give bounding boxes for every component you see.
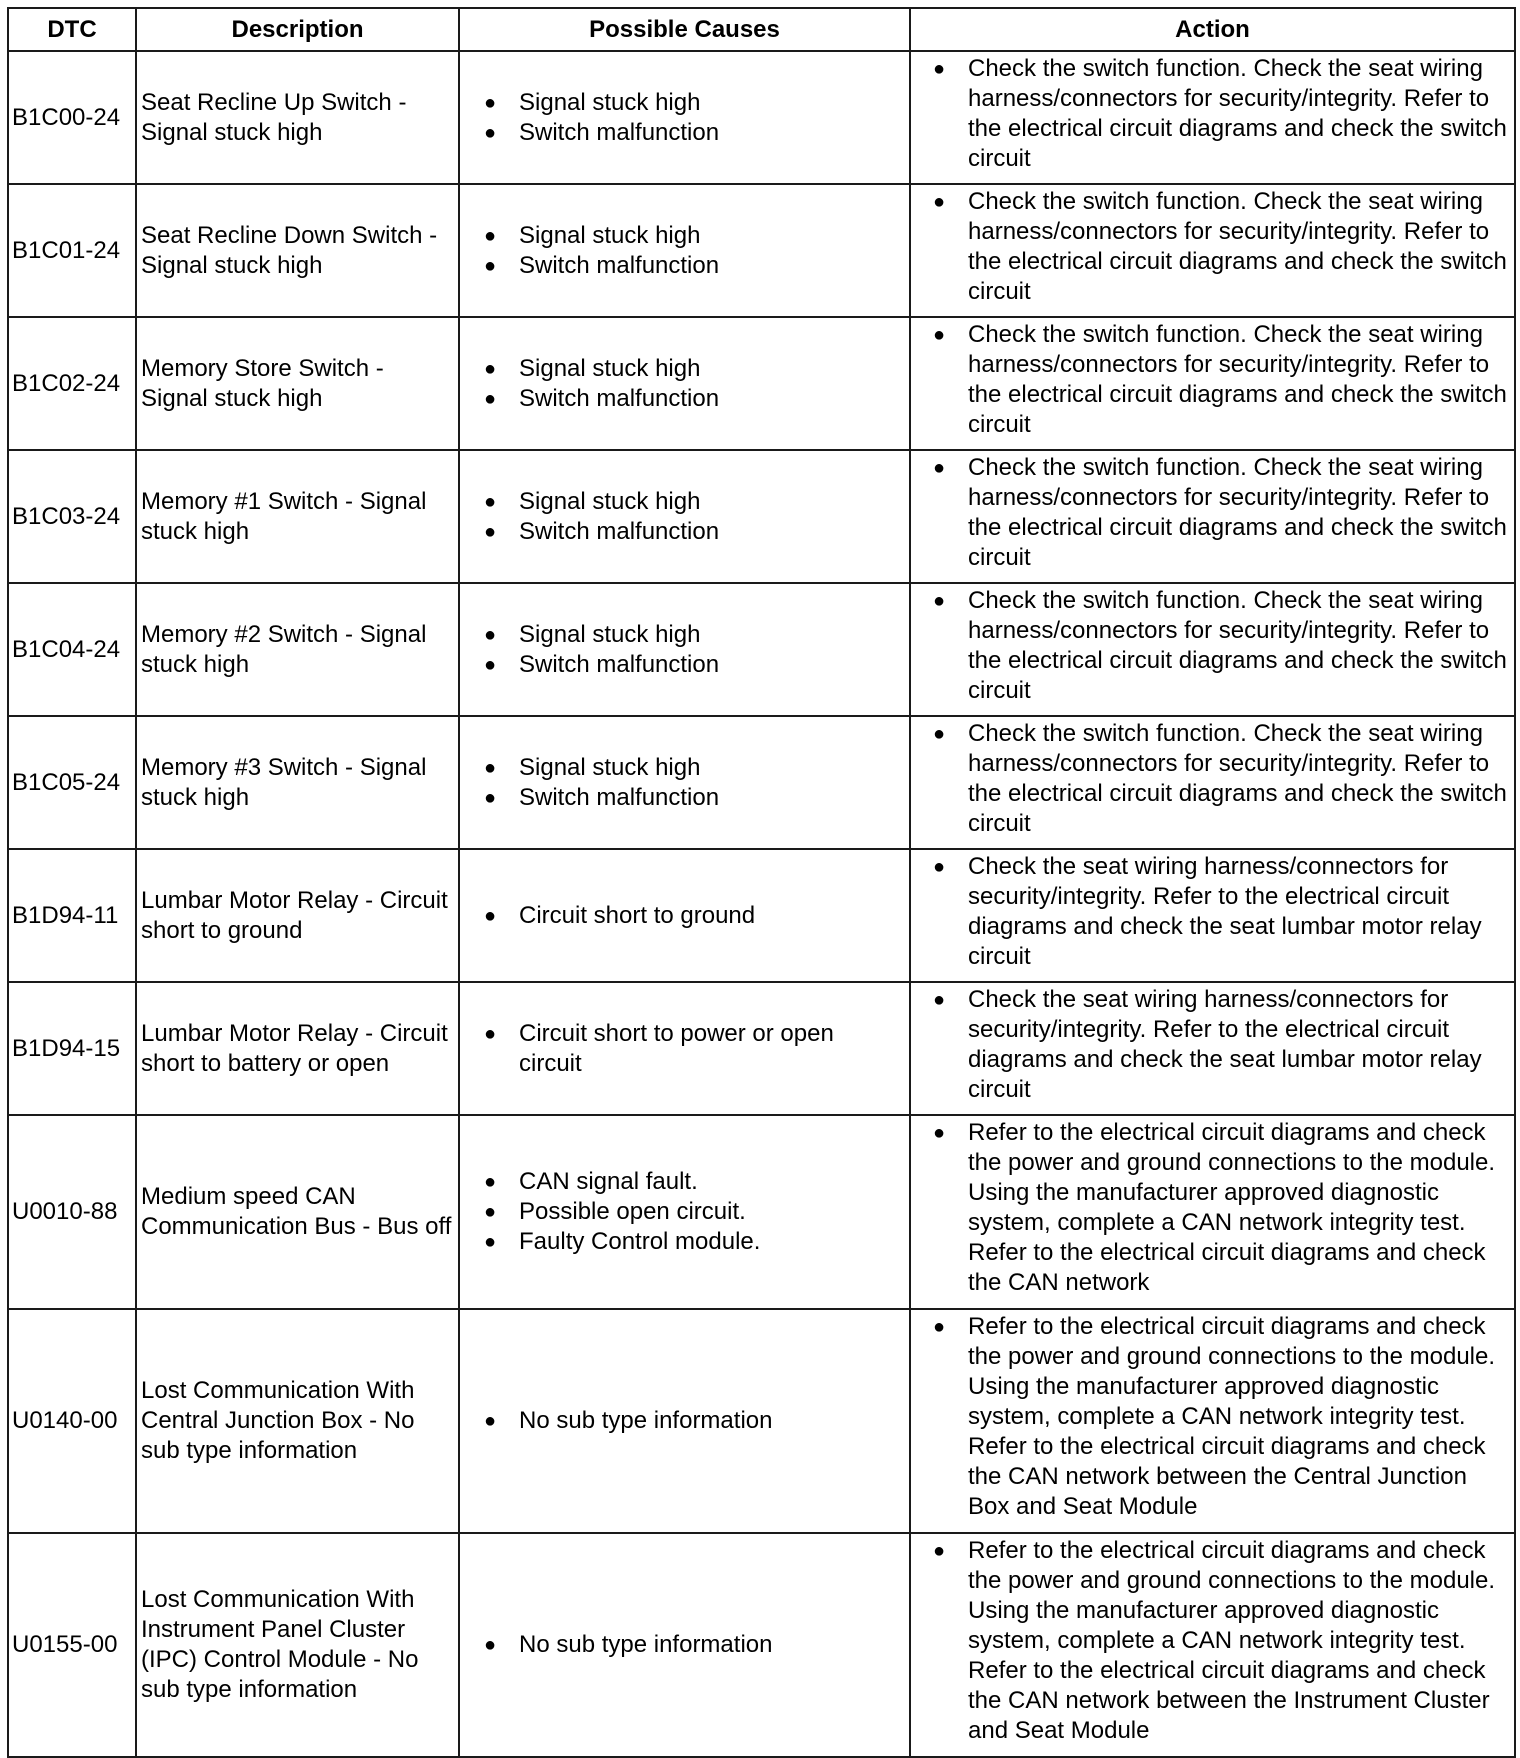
dtc-code: B1C01-24 [8, 184, 136, 317]
table-row [8, 184, 1515, 317]
dtc-description: Lumbar Motor Relay - Circuit short to battery or open [136, 982, 459, 1115]
dtc-code: B1C05-24 [8, 716, 136, 849]
dtc-code: U0155-00 [8, 1533, 136, 1757]
action-list [933, 719, 1508, 839]
header-action: Action [910, 8, 1515, 51]
table-row [8, 450, 1515, 583]
possible-causes-list [464, 620, 903, 680]
possible-cause-item: ● Signal stuck high [484, 221, 903, 251]
action-list [933, 187, 1508, 307]
table-row [8, 716, 1515, 849]
dtc-description: Memory #1 Switch - Signal stuck high [136, 450, 459, 583]
possible-causes-cell [459, 849, 910, 982]
possible-cause-item: ● CAN signal fault. [484, 1167, 903, 1197]
action-item: ● Check the switch function. Check the seat wiring harness/connectors for security/integrity. Refer to the electrical circuit diagrams and check the switch circuit [933, 187, 1508, 307]
possible-causes-list [464, 901, 903, 931]
table-row [8, 1533, 1515, 1757]
possible-cause-item: ● Signal stuck high [484, 620, 903, 650]
action-cell [910, 982, 1515, 1115]
action-item: ● Refer to the electrical circuit diagrams and check the power and ground connections to the module. Using the manufacturer approved diagnostic system, complete a CAN network integrity test. Refer to the electrical circuit diagrams and check the CAN network [933, 1118, 1508, 1298]
action-item: ● Check the seat wiring harness/connectors for security/integrity. Refer to the electrical circuit diagrams and check the seat lumbar motor relay circuit [933, 985, 1508, 1105]
action-item: ● Check the seat wiring harness/connectors for security/integrity. Refer to the electrical circuit diagrams and check the seat lumbar motor relay circuit [933, 852, 1508, 972]
possible-causes-list [464, 753, 903, 813]
dtc-description: Lumbar Motor Relay - Circuit short to ground [136, 849, 459, 982]
table-row [8, 583, 1515, 716]
possible-cause-item: ● Switch malfunction [484, 251, 903, 281]
possible-cause-item: ● Signal stuck high [484, 88, 903, 118]
header-dtc: DTC [8, 8, 136, 51]
possible-cause-item: ● Possible open circuit. [484, 1197, 903, 1227]
possible-cause-item: ● Signal stuck high [484, 487, 903, 517]
possible-cause-item: ● No sub type information [484, 1406, 903, 1436]
possible-cause-item: ● Switch malfunction [484, 517, 903, 547]
action-cell [910, 1115, 1515, 1309]
dtc-description: Seat Recline Up Switch - Signal stuck high [136, 51, 459, 184]
possible-causes-cell [459, 716, 910, 849]
dtc-code: U0010-88 [8, 1115, 136, 1309]
dtc-code: B1D94-11 [8, 849, 136, 982]
possible-causes-list [464, 1630, 903, 1660]
action-item: ● Check the switch function. Check the seat wiring harness/connectors for security/integrity. Refer to the electrical circuit diagrams and check the switch circuit [933, 586, 1508, 706]
possible-cause-item: ● Switch malfunction [484, 783, 903, 813]
possible-causes-cell [459, 583, 910, 716]
dtc-code: B1C04-24 [8, 583, 136, 716]
possible-causes-list [464, 88, 903, 148]
action-list [933, 1312, 1508, 1522]
possible-causes-cell [459, 184, 910, 317]
action-cell [910, 51, 1515, 184]
dtc-code: U0140-00 [8, 1309, 136, 1533]
dtc-table [7, 7, 1516, 1758]
dtc-code: B1C03-24 [8, 450, 136, 583]
possible-causes-cell [459, 1115, 910, 1309]
action-list [933, 985, 1508, 1105]
table-row [8, 1115, 1515, 1309]
dtc-code: B1D94-15 [8, 982, 136, 1115]
dtc-code: B1C00-24 [8, 51, 136, 184]
dtc-description: Lost Communication With Instrument Panel Cluster (IPC) Control Module - No sub type information [136, 1533, 459, 1757]
possible-cause-item: ● Signal stuck high [484, 354, 903, 384]
action-cell [910, 849, 1515, 982]
possible-causes-list [464, 354, 903, 414]
possible-causes-cell [459, 1309, 910, 1533]
action-item: ● Check the switch function. Check the seat wiring harness/connectors for security/integrity. Refer to the electrical circuit diagrams and check the switch circuit [933, 54, 1508, 174]
table-row [8, 1309, 1515, 1533]
dtc-description: Memory Store Switch - Signal stuck high [136, 317, 459, 450]
possible-causes-cell [459, 450, 910, 583]
table-body [8, 51, 1515, 1757]
header-possible-causes: Possible Causes [459, 8, 910, 51]
dtc-description: Memory #3 Switch - Signal stuck high [136, 716, 459, 849]
action-item: ● Refer to the electrical circuit diagrams and check the power and ground connections to the module. Using the manufacturer approved diagnostic system, complete a CAN network integrity test. Refer to the electrical circuit diagrams and check the CAN network between the Central Junction Box and Seat Module [933, 1312, 1508, 1522]
action-item: ● Check the switch function. Check the seat wiring harness/connectors for security/integrity. Refer to the electrical circuit diagrams and check the switch circuit [933, 320, 1508, 440]
possible-cause-item: ● Circuit short to power or open circuit [484, 1019, 903, 1079]
action-cell [910, 1533, 1515, 1757]
action-item: ● Check the switch function. Check the seat wiring harness/connectors for security/integrity. Refer to the electrical circuit diagrams and check the switch circuit [933, 453, 1508, 573]
possible-causes-list [464, 1406, 903, 1436]
action-cell [910, 583, 1515, 716]
action-cell [910, 317, 1515, 450]
dtc-code: B1C02-24 [8, 317, 136, 450]
table-row [8, 982, 1515, 1115]
dtc-description: Medium speed CAN Communication Bus - Bus off [136, 1115, 459, 1309]
action-list [933, 1536, 1508, 1746]
possible-causes-list [464, 487, 903, 547]
possible-causes-cell [459, 1533, 910, 1757]
action-list [933, 453, 1508, 573]
action-list [933, 586, 1508, 706]
possible-causes-list [464, 1167, 903, 1257]
action-item: ● Refer to the electrical circuit diagrams and check the power and ground connections to the module. Using the manufacturer approved diagnostic system, complete a CAN network integrity test. Refer to the electrical circuit diagrams and check the CAN network between the Instrument Cluster and Seat Module [933, 1536, 1508, 1746]
possible-causes-cell [459, 982, 910, 1115]
action-list [933, 852, 1508, 972]
possible-cause-item: ● Circuit short to ground [484, 901, 903, 931]
table-row [8, 317, 1515, 450]
header-row [8, 8, 1515, 51]
possible-cause-item: ● Faulty Control module. [484, 1227, 903, 1257]
possible-causes-cell [459, 317, 910, 450]
dtc-description: Lost Communication With Central Junction Box - No sub type information [136, 1309, 459, 1533]
possible-cause-item: ● Switch malfunction [484, 650, 903, 680]
possible-cause-item: ● No sub type information [484, 1630, 903, 1660]
action-cell [910, 450, 1515, 583]
action-item: ● Check the switch function. Check the seat wiring harness/connectors for security/integrity. Refer to the electrical circuit diagrams and check the switch circuit [933, 719, 1508, 839]
dtc-description: Memory #2 Switch - Signal stuck high [136, 583, 459, 716]
dtc-description: Seat Recline Down Switch - Signal stuck high [136, 184, 459, 317]
table-header [8, 8, 1515, 51]
possible-cause-item: ● Switch malfunction [484, 118, 903, 148]
table-row [8, 849, 1515, 982]
possible-cause-item: ● Signal stuck high [484, 753, 903, 783]
action-list [933, 320, 1508, 440]
action-cell [910, 1309, 1515, 1533]
possible-causes-list [464, 221, 903, 281]
action-cell [910, 716, 1515, 849]
possible-cause-item: ● Switch malfunction [484, 384, 903, 414]
action-list [933, 54, 1508, 174]
action-list [933, 1118, 1508, 1298]
header-description: Description [136, 8, 459, 51]
action-cell [910, 184, 1515, 317]
possible-causes-cell [459, 51, 910, 184]
table-row [8, 51, 1515, 184]
possible-causes-list [464, 1019, 903, 1079]
